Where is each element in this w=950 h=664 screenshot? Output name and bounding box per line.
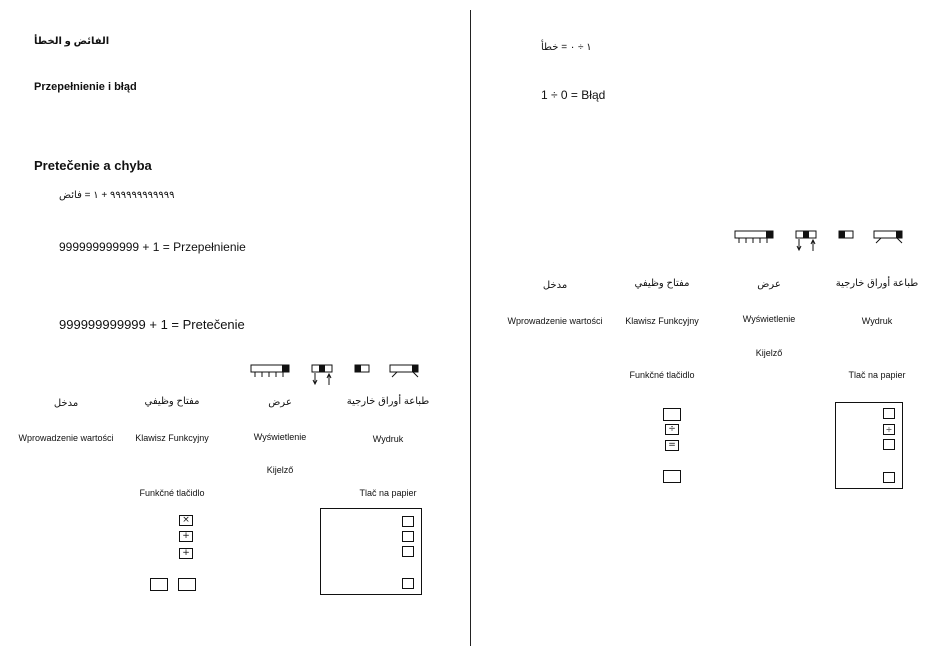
label-input-ar: مدخل <box>542 280 568 291</box>
printout-paper <box>835 402 903 489</box>
printout-paper <box>320 508 422 595</box>
label-display-ar: عرض <box>268 397 292 408</box>
input-key <box>178 578 196 591</box>
label-function-key-pl: Klawisz Funkcyjny <box>625 316 699 326</box>
label-function-key-pl: Klawisz Funkcyjny <box>135 433 209 443</box>
label-printout-pl: Wydruk <box>372 434 404 444</box>
label-function-key-ar: مفتاح وظيفي <box>144 396 200 407</box>
example-arabic: ٩٩٩٩٩٩٩٩٩٩٩٩ + ١ = فائض <box>59 190 175 201</box>
printer-switch-icon <box>874 231 902 243</box>
label-display-pl: Wyświetlenie <box>742 314 796 324</box>
label-input-pl: Wprowadzenie wartości <box>18 433 114 443</box>
display-switch-icon <box>355 365 369 372</box>
plus-key: + <box>179 531 193 542</box>
switch-icons <box>733 229 908 253</box>
label-display-pl: Wyświetlenie <box>253 432 307 442</box>
paper-mark <box>402 531 414 542</box>
example-polish: 1 ÷ 0 = Błąd <box>541 88 606 102</box>
label-function-key-sk: Funkčné tlačidlo <box>629 370 695 380</box>
paper-mark <box>402 546 414 557</box>
paper-mark <box>402 578 414 589</box>
switch-icons <box>249 363 424 387</box>
heading-polish: Przepełnienie i błąd <box>34 81 137 93</box>
label-printout-sk: Tlač na papier <box>848 370 906 380</box>
paper-mark <box>883 472 895 483</box>
input-slider-icon <box>735 231 773 243</box>
label-printout-pl: Wydruk <box>861 316 893 326</box>
label-display-ar: عرض <box>757 279 781 290</box>
input-slider-icon <box>251 365 289 377</box>
function-switch-icon <box>796 231 816 251</box>
input-key <box>663 470 681 483</box>
input-key <box>150 578 168 591</box>
label-input-ar: مدخل <box>53 398 79 409</box>
label-printout-ar: طباعة أوراق خارجية <box>346 396 430 407</box>
example-polish: 999999999999 + 1 = Przepełnienie <box>59 240 246 254</box>
label-display-sk: Kijelző <box>266 465 294 475</box>
input-key <box>663 408 681 421</box>
paper-mark <box>883 408 895 419</box>
paper-mark <box>402 516 414 527</box>
plus-key: + <box>179 548 193 559</box>
example-slovak: 999999999999 + 1 = Pretečenie <box>59 317 245 332</box>
label-display-sk: Kijelző <box>755 348 783 358</box>
equals-key: = <box>665 440 679 451</box>
label-printout-ar: طباعة أوراق خارجية <box>835 278 919 289</box>
column-divider <box>470 10 471 646</box>
printer-switch-icon <box>390 365 418 377</box>
function-switch-icon <box>312 365 332 385</box>
label-function-key-sk: Funkčné tlačidlo <box>139 488 205 498</box>
heading-slovak: Pretečenie a chyba <box>34 158 152 173</box>
label-input-pl: Wprowadzenie wartości <box>507 316 603 326</box>
example-arabic: ١ ÷ ٠ = خطأ <box>541 42 592 53</box>
label-printout-sk: Tlač na papier <box>359 488 417 498</box>
display-switch-icon <box>839 231 853 238</box>
paper-mark <box>883 439 895 450</box>
label-function-key-ar: مفتاح وظيفي <box>634 278 690 289</box>
heading-arabic: الفائض و الخطأ <box>34 36 110 47</box>
divide-key: ÷ <box>665 424 679 435</box>
paper-mark: ÷ <box>883 424 895 435</box>
multiply-key: × <box>179 515 193 526</box>
